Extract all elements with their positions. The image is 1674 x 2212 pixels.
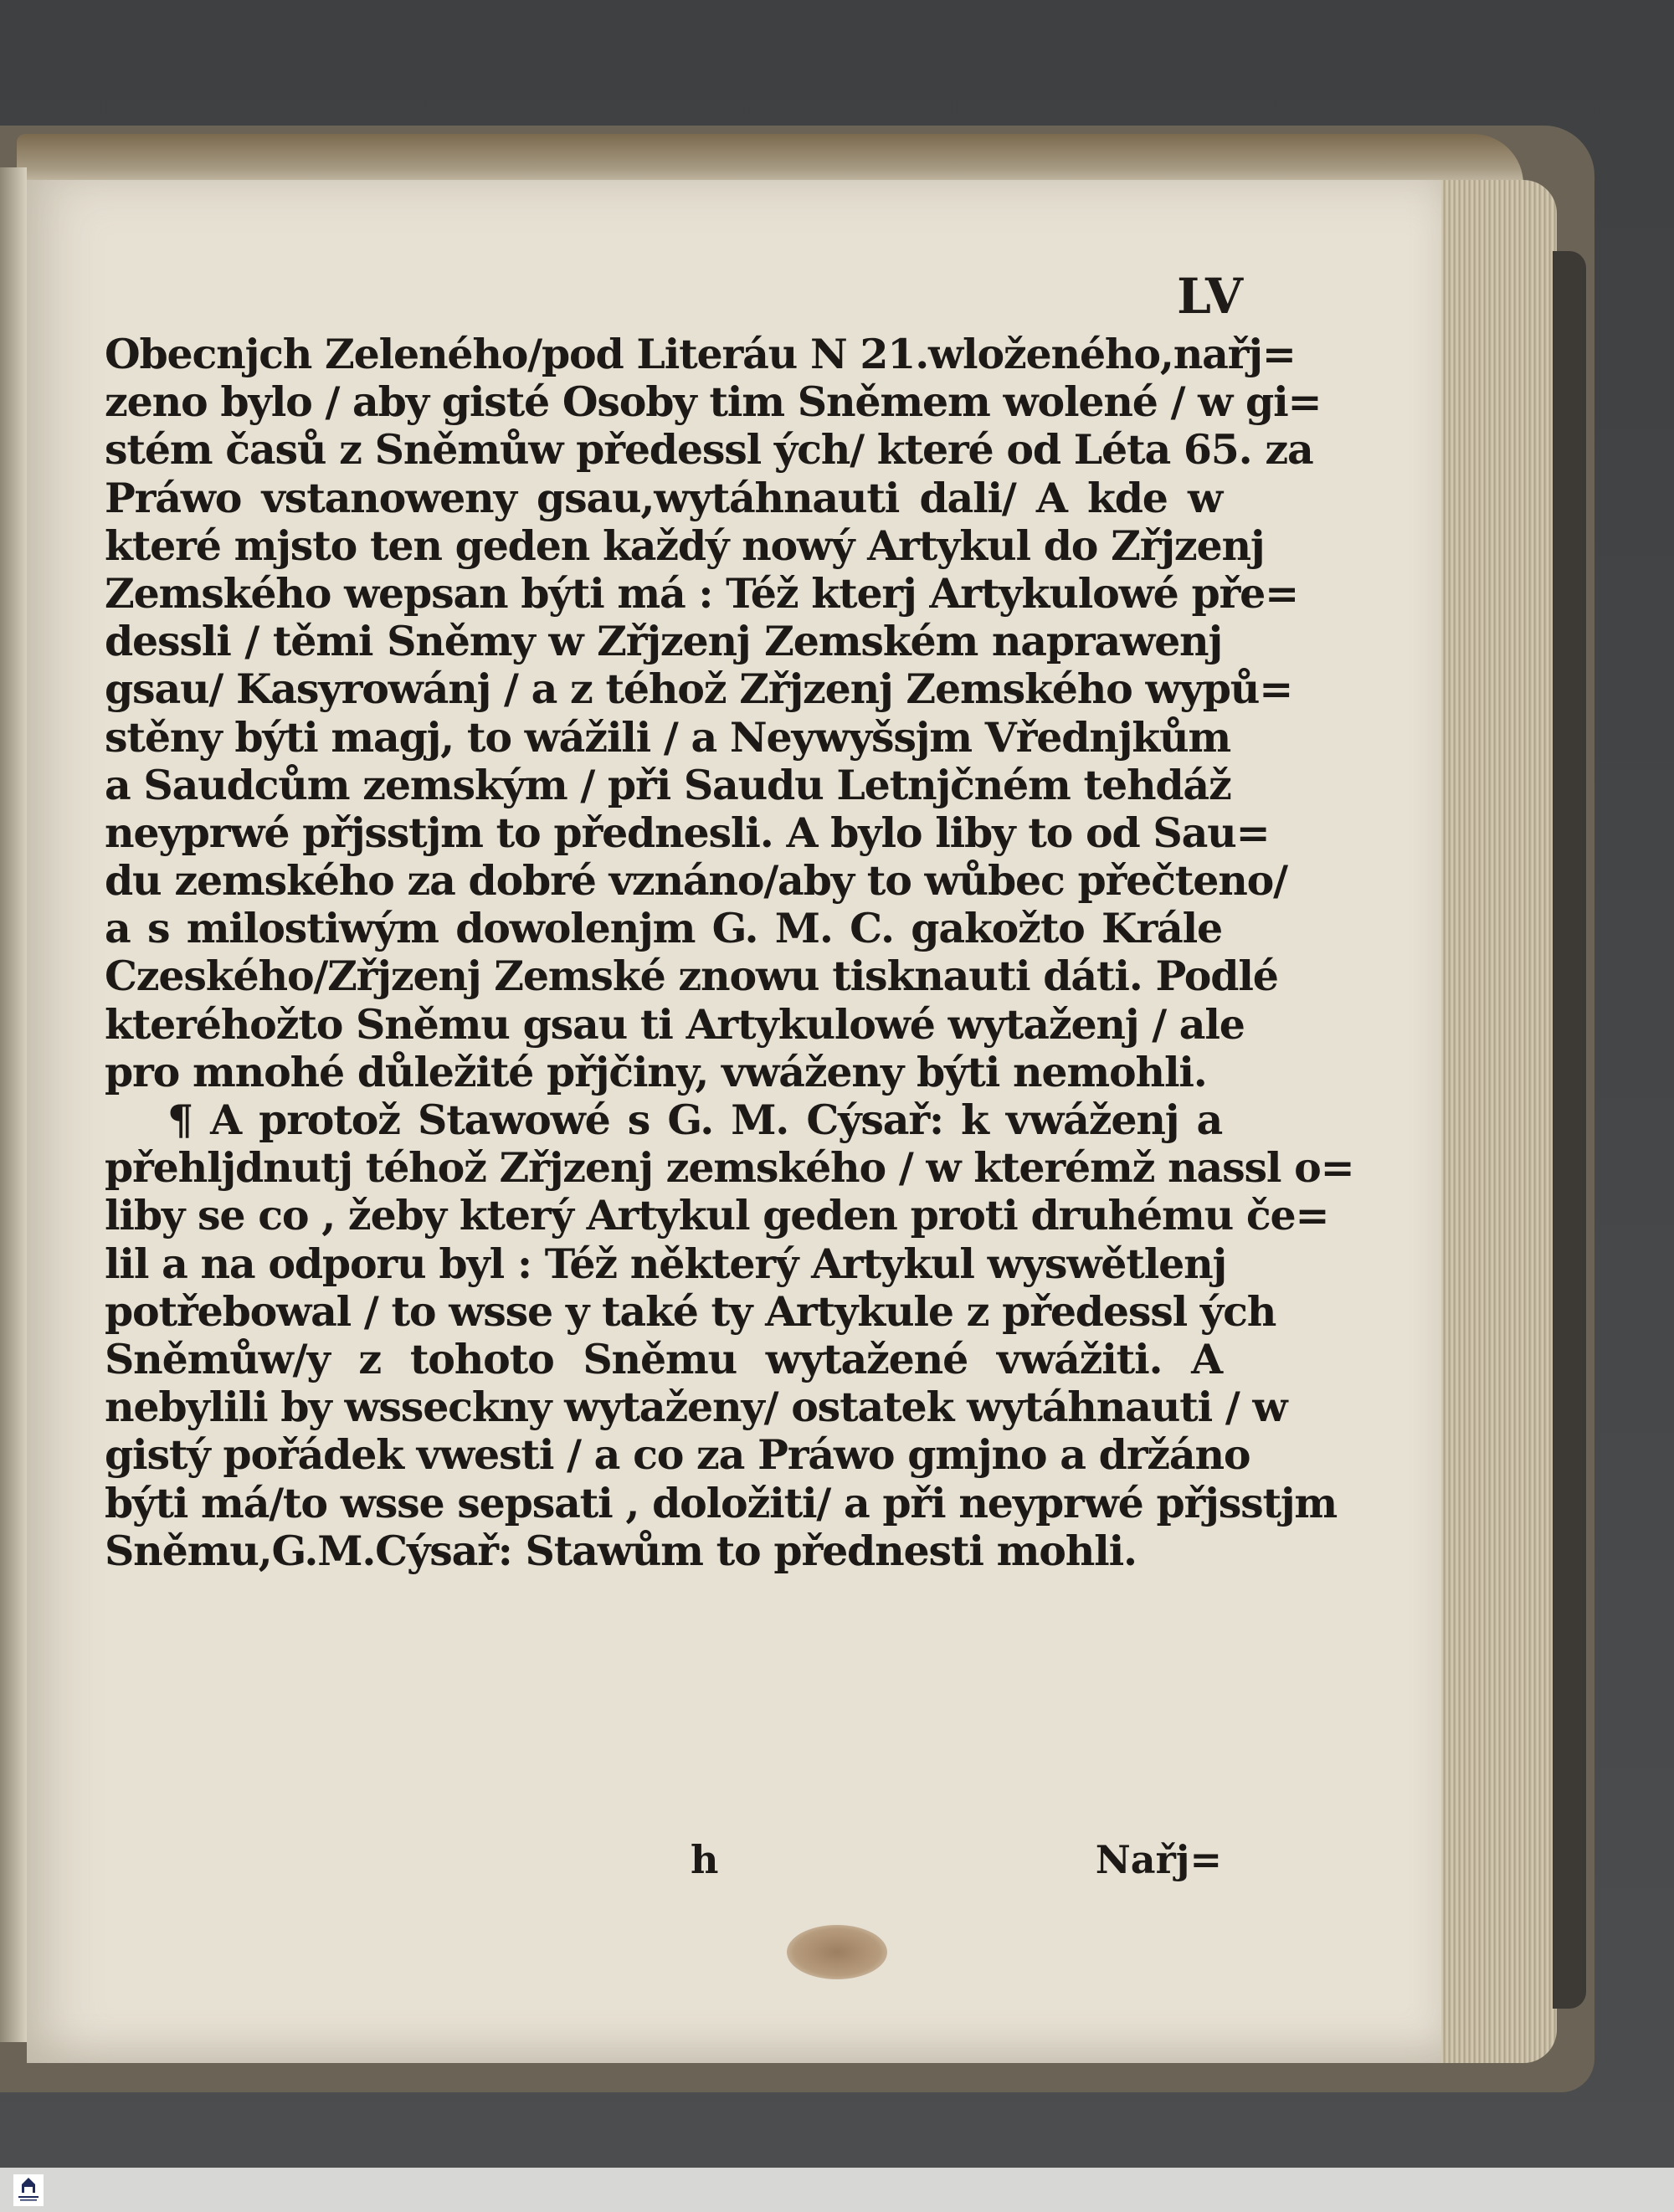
- library-logo-icon: [10, 2173, 47, 2208]
- text-line: stém časů z Sněmůw předessl ých/ které od Léta 65. za: [105, 425, 1313, 475]
- body-text: [105, 330, 1354, 1575]
- text-line: a s milostiwým dowolenjm G. M. C. gakožto Krále: [105, 904, 1222, 953]
- text-line: potřebowal / to wsse y také ty Artykule z předessl ých: [105, 1286, 1276, 1336]
- text-line: kteréhožto Sněmu gsau ti Artykulowé wytaženj / ale: [105, 999, 1245, 1049]
- text-line: du zemského za dobré vznáno/aby to wůbec přečteno/: [105, 856, 1287, 906]
- text-line: stěny býti magj, to wážili / a Neywyšsjm Vřednjkům: [105, 712, 1231, 762]
- text-line: přehljdnutj téhož Zřjzenj zemského / w kterémž nassl o=: [105, 1143, 1354, 1193]
- text-line: Práwo vstanoweny gsau,wytáhnauti dali/ A kde w: [105, 473, 1222, 522]
- text-line: které mjsto ten geden každý nowý Artykul do Zřjzenj: [105, 521, 1265, 570]
- signature-mark: h: [691, 1837, 719, 1882]
- folio-number: LV: [1177, 268, 1243, 325]
- text-line-paragraph-start: ¶ A protož Stawowé s G. M. Cýsař: k vwáženj a: [167, 1096, 1222, 1144]
- text-line: lil a na odporu byl : Též některý Artykul wyswětlenj: [105, 1239, 1227, 1288]
- paper-stain: [787, 1925, 887, 1979]
- text-line: býti má/to wsse sepsati , doložiti/ a při neyprwé přjsstjm: [105, 1478, 1338, 1527]
- text-line: gistý pořádek vwesti / a co za Práwo gmjno a držáno: [105, 1430, 1250, 1480]
- text-line: Sněmůw/y z tohoto Sněmu wytažené vwážiti. A: [105, 1334, 1222, 1383]
- viewer-bottom-bar: [0, 2168, 1674, 2212]
- text-line: a Saudcům zemským / při Saudu Letnjčném tehdáž: [105, 760, 1231, 809]
- text-line: neyprwé přjsstjm to přednesli. A bylo liby to od Sau=: [105, 808, 1270, 857]
- text-line: dessli / těmi Sněmy w Zřjzenj Zemském naprawenj: [105, 617, 1222, 666]
- catchword: Nařj=: [1095, 1837, 1222, 1882]
- facing-page-edge: [0, 167, 27, 2042]
- text-line: Obecnjch Zeleného/pod Literáu N 21.wloženého,nařj=: [105, 330, 1296, 378]
- text-line: Zemského wepsan býti má : Též kterj Artykulowé pře=: [105, 568, 1298, 618]
- text-line: Sněmu,G.M.Cýsař: Stawům to přednesti mohli.: [105, 1526, 1137, 1575]
- text-line: pro mnohé důležité přjčiny, vwáženy býti nemohli.: [105, 1047, 1207, 1096]
- text-line: Czeského/Zřjzenj Zemské znowu tisknauti dáti. Podlé: [105, 952, 1278, 1001]
- page-footer: [105, 1837, 1222, 1887]
- text-line: liby se co , žeby který Artykul geden proti druhému če=: [105, 1191, 1329, 1240]
- text-line: gsau/ Kasyrowánj / a z téhož Zřjzenj Zemského wypů=: [105, 665, 1293, 714]
- cover-edge: [1553, 251, 1586, 2009]
- text-line: nebylili by wsseckny wytaženy/ ostatek wytáhnauti / w: [105, 1383, 1287, 1432]
- text-line: zeno bylo / aby gisté Osoby tim Sněmem wolené / w gi=: [105, 377, 1322, 427]
